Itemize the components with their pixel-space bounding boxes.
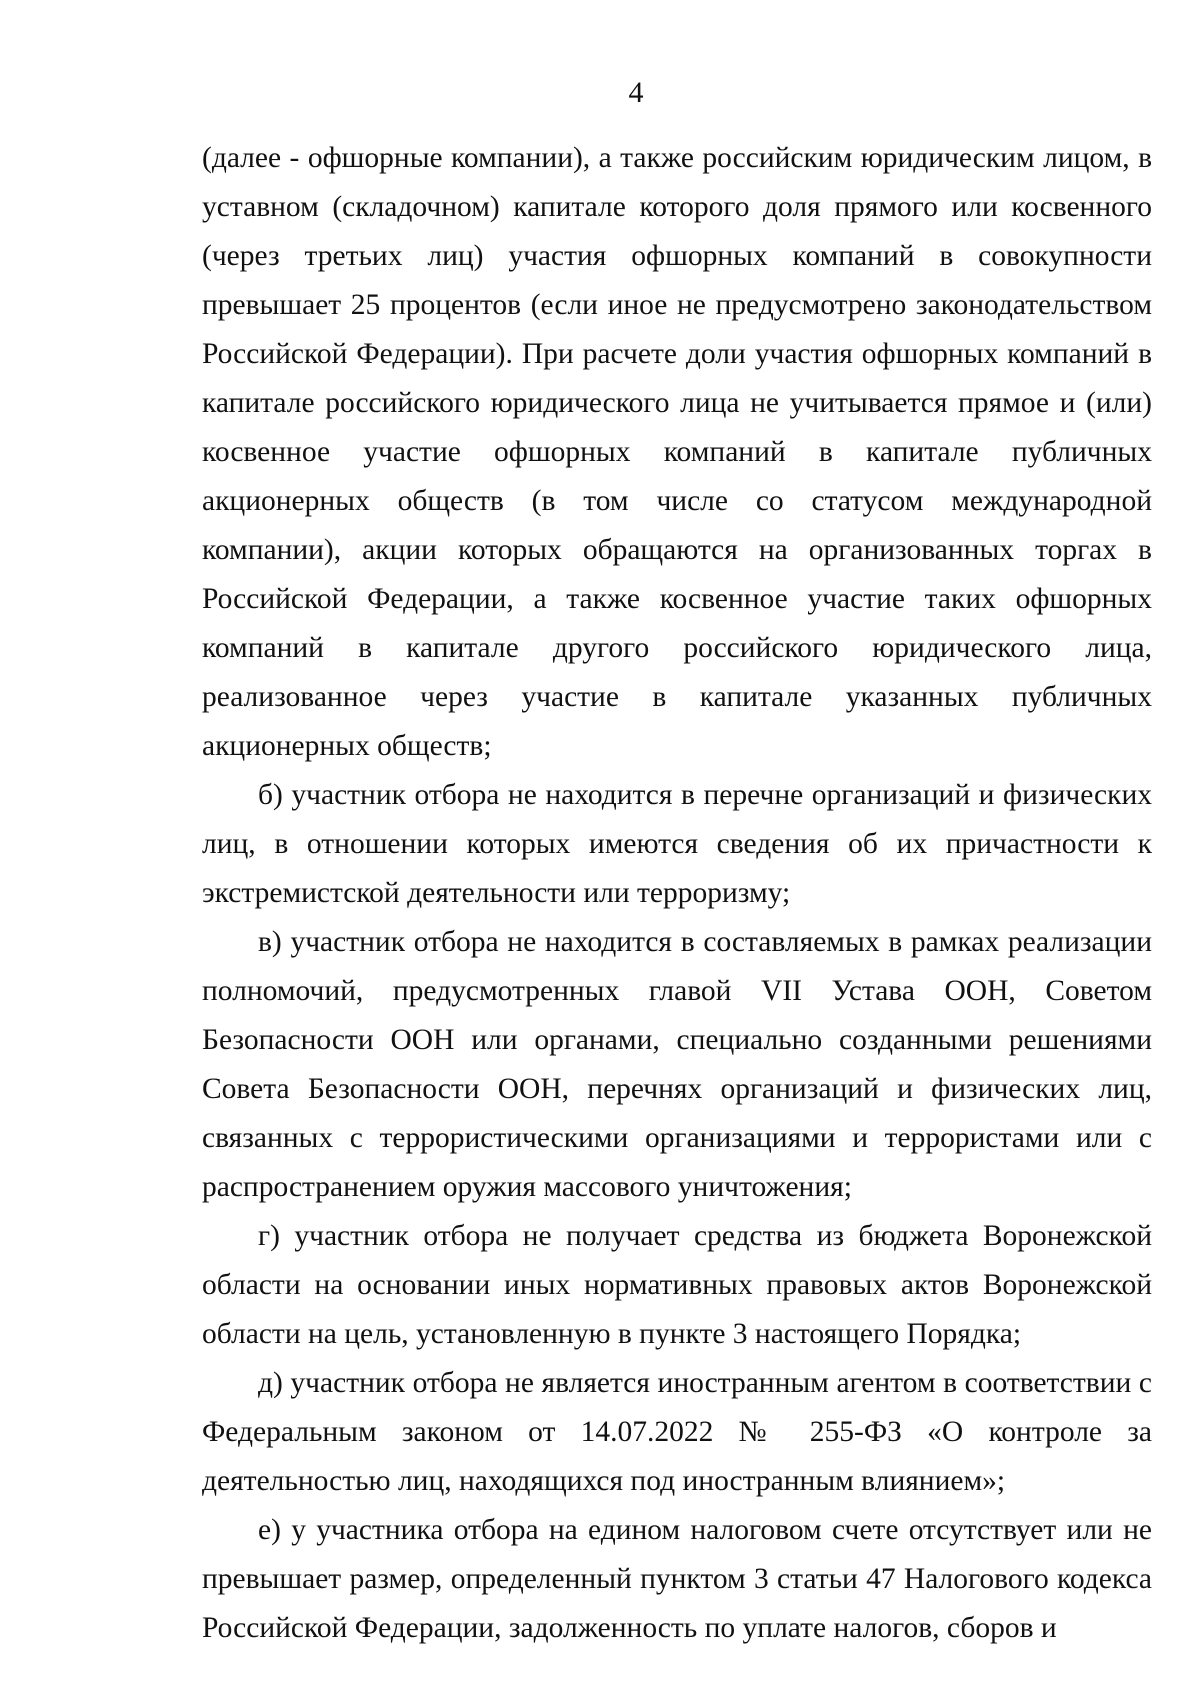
paragraph-continuation: (далее - офшорные компании), а также российским юридическим лицом, в уставном (складочном) капитале которого доля прямого или косвенного (через третьих лиц) участия офшорных компаний в совокупности превышает 25 процентов (если иное не предусмотрено законодательством Российской Федерации). При расчете доли участия офшорных компаний в капитале российского юридического лица не учитывается прямое и (или) косвенное участие офшорных компаний в капитале публичных акционерных обществ (в том числе со статусом международной компании), акции которых обращаются на организованных торгах в Российской Федерации, а также косвенное участие таких офшорных компаний в капитале другого российского юридического лица, реализованное через участие в капитале указанных публичных акционерных обществ; bbox=[202, 142, 1152, 762]
paragraph-item-g: г) участник отбора не получает средства из бюджета Воронежской области на основании иных нормативных правовых актов Воронежской области на цель, установленную в пункте 3 настоящего Порядка; bbox=[202, 1220, 1152, 1350]
paragraph-item-v: в) участник отбора не находится в составляемых в рамках реализации полномочий, предусмотренных главой VII Устава ООН, Советом Безопасности ООН или органами, специально созданными решениями Совета Безопасности ООН, перечнях организаций и физических лиц, связанных с террористическими организациями и террористами или с распространением оружия массового уничтожения; bbox=[202, 926, 1152, 1203]
paragraph-item-d: д) участник отбора не является иностранным агентом в соответствии с Федеральным законом от 14.07.2022 № 255-ФЗ «О контроле за деятельностью лиц, находящихся под иностранным влиянием»; bbox=[202, 1367, 1152, 1497]
page-number: 4 bbox=[628, 76, 644, 109]
paragraph-item-b: б) участник отбора не находится в перечне организаций и физических лиц, в отношении которых имеются сведения об их причастности к экстремистской деятельности или терроризму; bbox=[202, 779, 1152, 909]
document-body bbox=[202, 134, 1152, 1653]
paragraph-item-e: е) у участника отбора на едином налоговом счете отсутствует или не превышает размер, определенный пунктом 3 статьи 47 Налогового кодекса Российской Федерации, задолженность по уплате налогов, сборов и bbox=[202, 1514, 1152, 1644]
